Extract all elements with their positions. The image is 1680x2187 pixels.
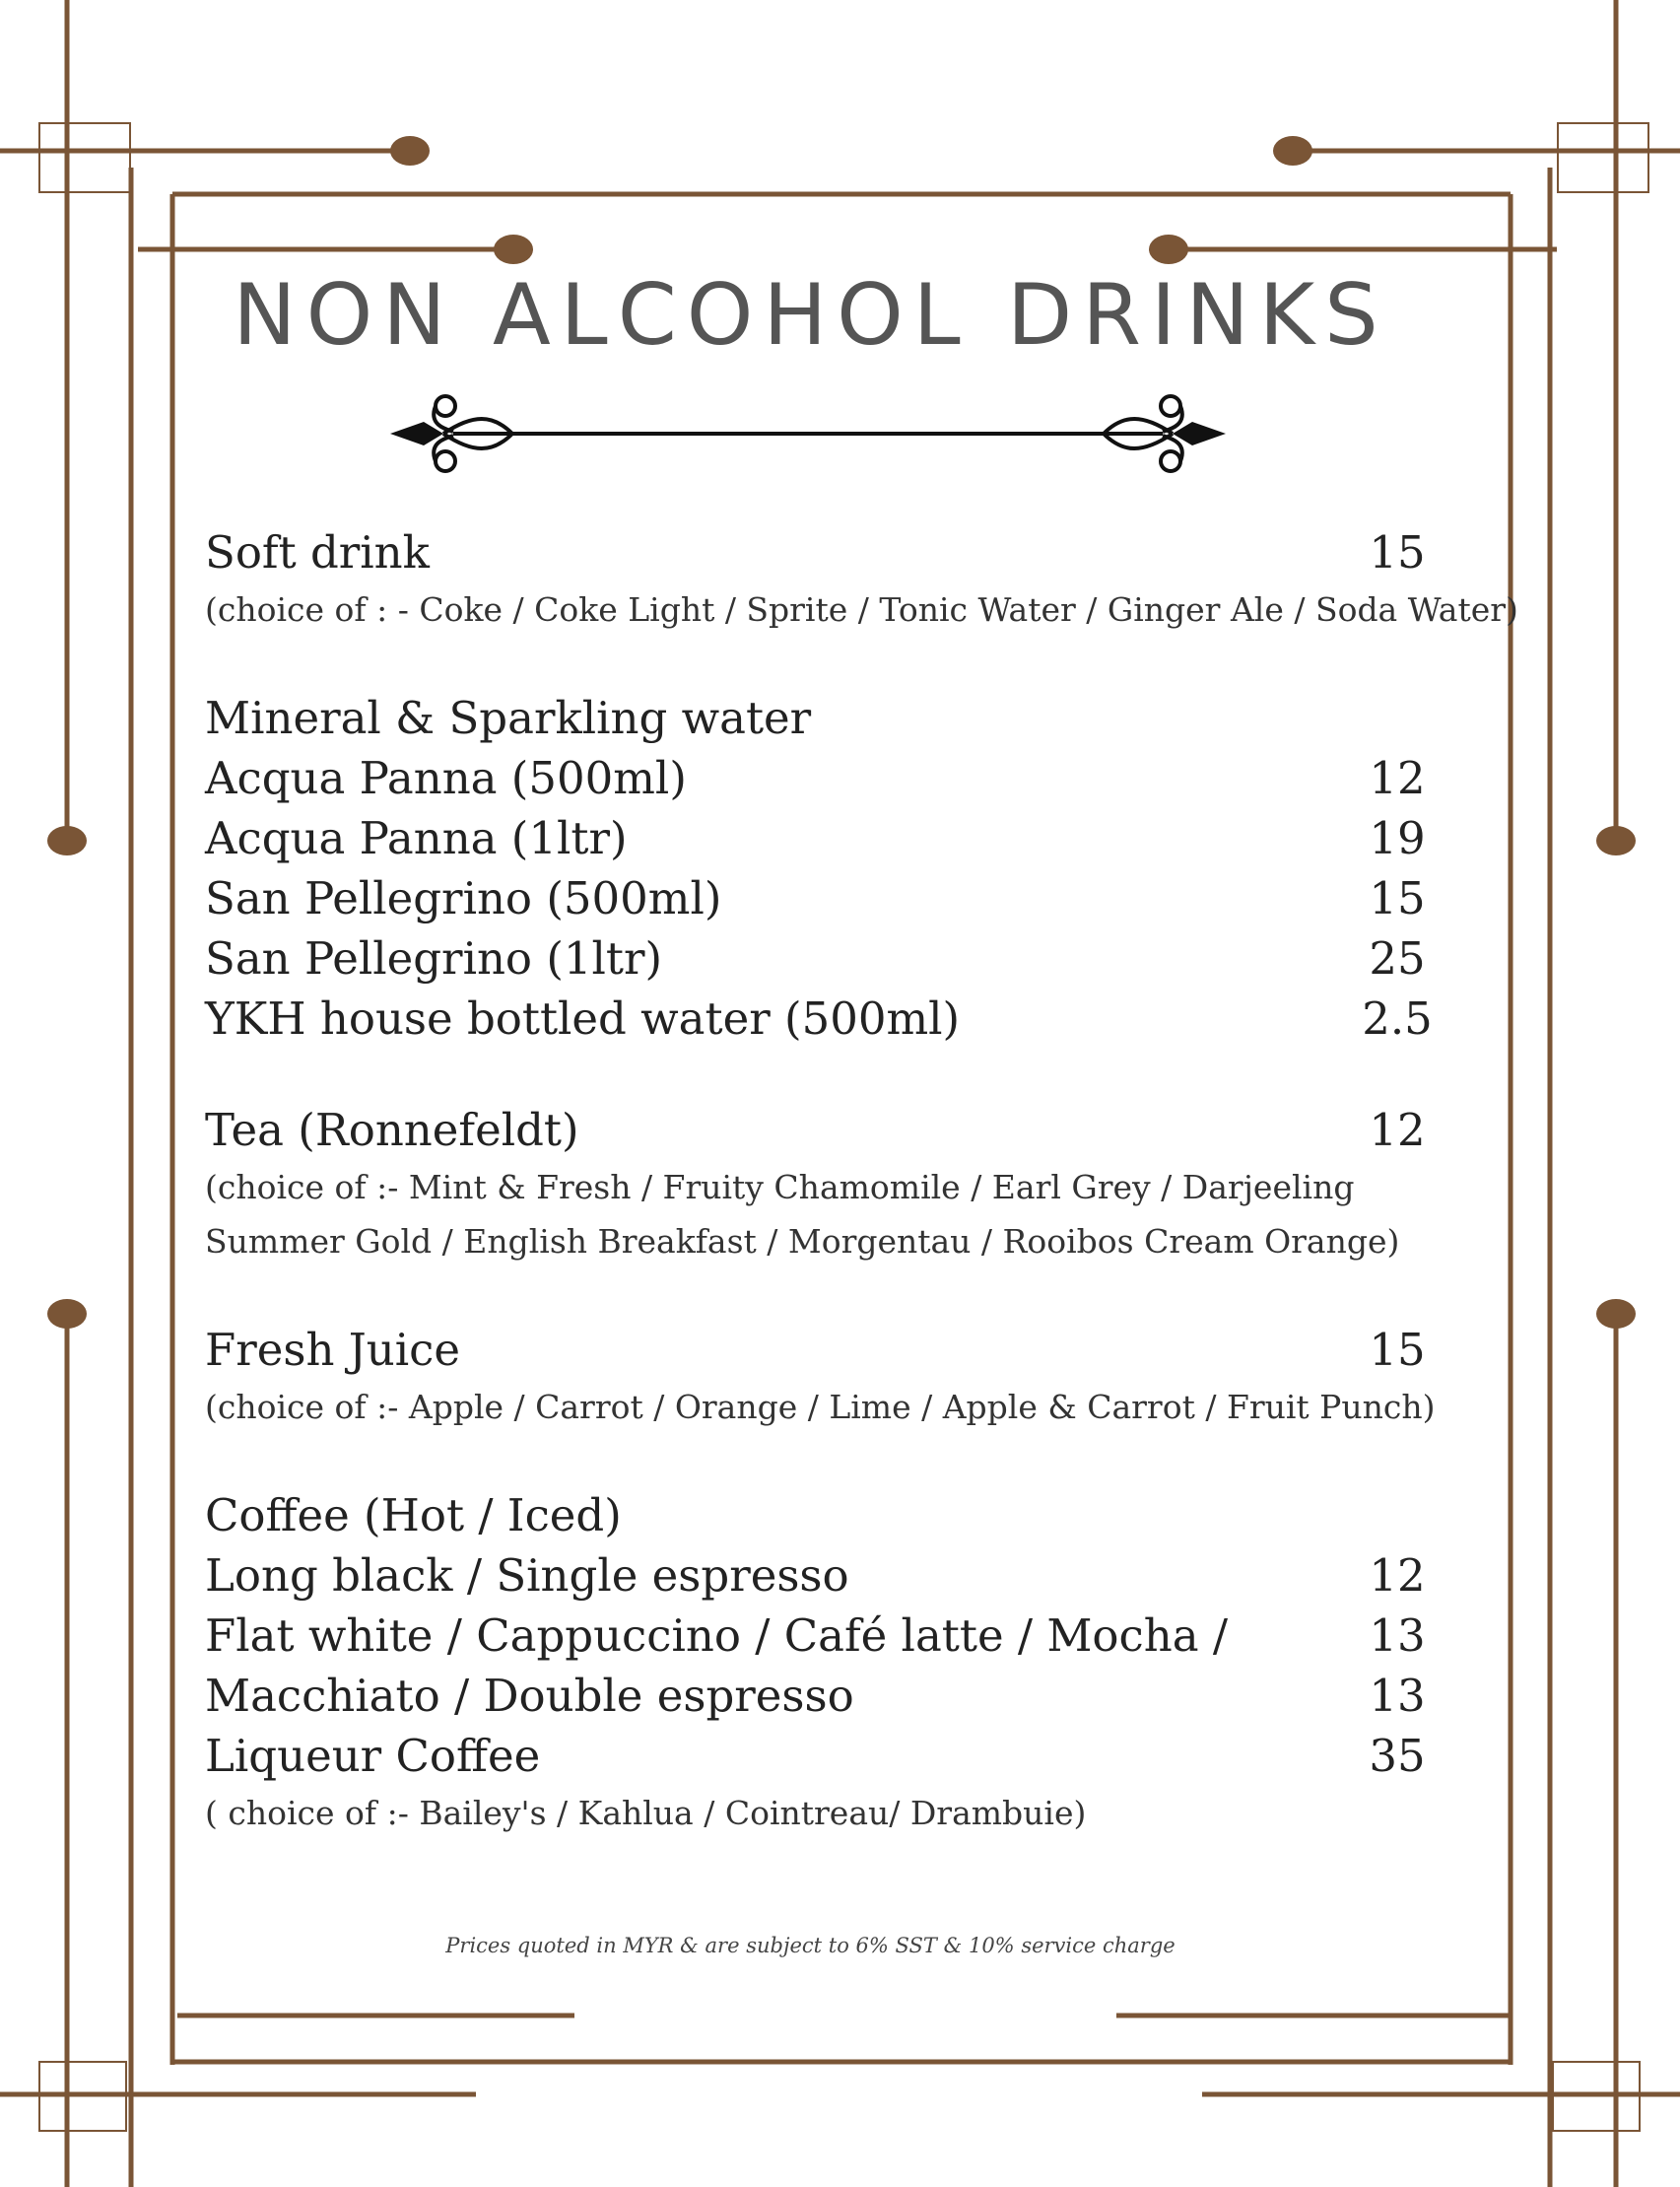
menu-item (205, 1100, 1456, 1160)
menu-item (205, 989, 1456, 1049)
item-price: 12 (1369, 1104, 1426, 1156)
price-footnote: Prices quoted in MYR & are subject to 6% SST & 10% service charge (445, 1934, 1176, 1957)
ornamental-divider-icon (384, 384, 1232, 493)
item-label: Macchiato / Double espresso (205, 1670, 854, 1722)
item-price: 25 (1369, 932, 1426, 985)
item-price: 19 (1369, 812, 1426, 864)
section-heading: Mineral & Sparkling water (205, 692, 812, 744)
item-price: 15 (1369, 1324, 1426, 1376)
item-label: Acqua Panna (500ml) (205, 752, 687, 804)
menu-item (205, 928, 1456, 989)
item-choices: (choice of : - Coke / Coke Light / Sprite / Tonic Water / Ginger Ale / Soda Water) (205, 590, 1518, 629)
menu-item (205, 748, 1456, 808)
section-heading: Coffee (Hot / Iced) (205, 1489, 622, 1541)
item-price: 2.5 (1362, 992, 1433, 1045)
menu-item (205, 522, 1456, 582)
item-price: 35 (1369, 1730, 1426, 1782)
page-title: NON ALCOHOL DRINKS (233, 266, 1388, 365)
item-label: Acqua Panna (1ltr) (205, 812, 628, 864)
menu-list (205, 522, 1518, 1891)
item-label: YKH house bottled water (500ml) (205, 992, 961, 1045)
item-label: San Pellegrino (1ltr) (205, 932, 663, 985)
menu-item (205, 1606, 1456, 1666)
section-juice (205, 1320, 1456, 1434)
item-price: 15 (1369, 526, 1426, 579)
menu-item (205, 1545, 1456, 1606)
item-label: Liqueur Coffee (205, 1730, 541, 1782)
item-price: 13 (1369, 1670, 1426, 1722)
menu-item (205, 1666, 1456, 1726)
item-label: San Pellegrino (500ml) (205, 872, 722, 924)
item-label: Tea (Ronnefeldt) (205, 1104, 579, 1156)
item-label: Soft drink (205, 526, 430, 579)
item-choices: (choice of :- Apple / Carrot / Orange / Lime / Apple & Carrot / Fruit Punch) (205, 1388, 1436, 1426)
section-soft-drink (205, 522, 1518, 637)
menu-item (205, 1320, 1456, 1380)
menu-item (205, 1726, 1456, 1786)
menu-item (205, 808, 1456, 868)
section-water (205, 688, 1456, 1049)
menu-item (205, 868, 1456, 928)
item-price: 13 (1369, 1609, 1426, 1662)
item-choices: Summer Gold / English Breakfast / Morgentau / Rooibos Cream Orange) (205, 1222, 1400, 1261)
section-coffee (205, 1485, 1456, 1840)
item-choices: ( choice of :- Bailey's / Kahlua / Cointreau/ Drambuie) (205, 1794, 1087, 1832)
item-label: Long black / Single espresso (205, 1549, 849, 1602)
item-label: Flat white / Cappuccino / Café latte / Mocha / (205, 1609, 1228, 1662)
item-choices: (choice of :- Mint & Fresh / Fruity Chamomile / Earl Grey / Darjeeling (205, 1168, 1355, 1206)
section-tea (205, 1100, 1456, 1268)
item-price: 12 (1369, 1549, 1426, 1602)
item-price: 12 (1369, 752, 1426, 804)
item-price: 15 (1369, 872, 1426, 924)
item-label: Fresh Juice (205, 1324, 460, 1376)
